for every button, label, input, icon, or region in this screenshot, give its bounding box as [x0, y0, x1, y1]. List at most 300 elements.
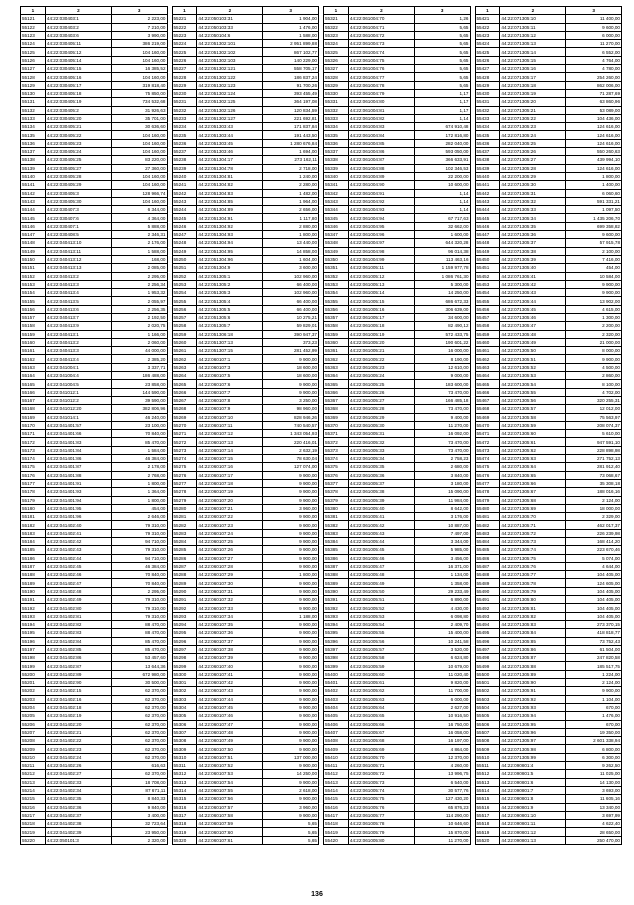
row-number-cell: 55217 [21, 811, 46, 819]
cadastral-number-cell: 44:22:030405:17 [45, 81, 111, 89]
table-row [475, 114, 622, 122]
value-cell: 1 224,00 [566, 670, 622, 678]
value-cell: 9 900,00 [263, 620, 319, 628]
cadastral-number-cell: 44:22:060107:53 [197, 770, 263, 778]
row-number-cell: 55459 [475, 330, 500, 338]
cadastral-number-cell: 44:22:041012:2 [45, 396, 111, 404]
value-cell: 5,65 [414, 56, 470, 64]
value-cell: 1 588,00 [111, 247, 167, 255]
value-cell: 2 200,00 [566, 322, 622, 330]
table-row [21, 728, 168, 736]
value-cell: 2 295,00 [111, 272, 167, 280]
table-row [475, 206, 622, 214]
value-cell: 31 926,63 [111, 106, 167, 114]
row-number-cell: 55434 [475, 123, 500, 131]
table-row [172, 305, 319, 313]
table-row [475, 430, 622, 438]
row-number-cell: 55408 [324, 737, 349, 745]
value-cell: 9 900,00 [263, 579, 319, 587]
row-number-cell: 55485 [475, 546, 500, 554]
table-row [172, 355, 319, 363]
cadastral-number-cell: 44:22:060107:26 [197, 546, 263, 554]
cadastral-number-cell: 44:22:061005:23 [348, 363, 414, 371]
value-cell: 82 490,12 [414, 322, 470, 330]
row-number-cell: 55306 [172, 720, 197, 728]
table-row [21, 272, 168, 280]
table-row [324, 305, 471, 313]
cadastral-number-cell: 44:22:061004:88 [348, 164, 414, 172]
row-number-cell: 55252 [172, 272, 197, 280]
cadastral-number-cell: 44:22:060107:35 [197, 620, 263, 628]
cadastral-number-cell: 44:22:060107:14 [197, 446, 263, 454]
cadastral-number-cell: 44:22:051304:92 [197, 222, 263, 230]
table-row [172, 280, 319, 288]
value-cell: 183 600,00 [414, 380, 470, 388]
value-cell: 9 900,00 [263, 712, 319, 720]
table-row [172, 811, 319, 819]
cadastral-number-cell: 44:22:030405:28 [45, 172, 111, 180]
row-number-cell: 55386 [324, 554, 349, 562]
row-number-cell: 55403 [324, 695, 349, 703]
value-cell: 1 134,00 [414, 571, 470, 579]
row-number-cell: 55126 [21, 56, 46, 64]
value-cell: 2 385,20 [111, 355, 167, 363]
value-cell: 32 662,00 [414, 222, 470, 230]
row-number-cell: 55419 [324, 828, 349, 836]
cadastral-number-cell: 44:22:060107:60 [197, 828, 263, 836]
value-cell: 11 700,00 [414, 687, 470, 695]
row-number-cell: 55497 [475, 645, 500, 653]
value-cell: 15 090,00 [414, 488, 470, 496]
table-row [172, 836, 319, 844]
cadastral-number-cell: 44:22:060107:21 [197, 504, 263, 512]
table-row [475, 222, 622, 230]
table-row [324, 579, 471, 587]
table-row [324, 206, 471, 214]
cadastral-number-cell: 44:22:060107:13 [197, 438, 263, 446]
table-row [475, 23, 622, 31]
table-row [21, 786, 168, 794]
table-row [324, 703, 471, 711]
table-row [324, 455, 471, 463]
table-row [324, 645, 471, 653]
value-cell: 73 470,00 [414, 446, 470, 454]
table-row [324, 571, 471, 579]
table-row [475, 728, 622, 736]
cadastral-number-cell: 44:22:071305:35 [500, 222, 566, 230]
row-number-cell: 55275 [172, 463, 197, 471]
value-cell: 70 840,00 [111, 579, 167, 587]
table-row [21, 413, 168, 421]
value-cell: 71 287,69 [566, 89, 622, 97]
value-cell: 11 270,00 [414, 421, 470, 429]
value-cell: 1 280 676,84 [263, 139, 319, 147]
table-row [172, 388, 319, 396]
table-row [475, 770, 622, 778]
row-number-cell: 55238 [172, 156, 197, 164]
value-cell: 120 834,59 [263, 106, 319, 114]
table-row [475, 330, 622, 338]
row-number-cell: 55214 [21, 786, 46, 794]
value-cell: 4 364,00 [111, 214, 167, 222]
value-cell: 6 540,00 [414, 778, 470, 786]
table-row [475, 795, 622, 803]
value-cell: 1 694,00 [263, 148, 319, 156]
cadastral-number-cell: 44:22:030405:23 [45, 139, 111, 147]
value-cell: 13 340,00 [566, 803, 622, 811]
row-number-cell: 55132 [21, 106, 46, 114]
cadastral-number-cell: 44:22:071305:70 [500, 513, 566, 521]
row-number-cell: 55283 [172, 529, 197, 537]
table-row [475, 587, 622, 595]
cadastral-number-cell: 44:22:041401:84 [45, 446, 111, 454]
row-number-cell: 55290 [172, 587, 197, 595]
cadastral-number-cell: 44:22:061004:84 [348, 131, 414, 139]
cadastral-number-cell: 44:22:041402:35 [45, 795, 111, 803]
table-row [324, 762, 471, 770]
table-row [172, 330, 319, 338]
row-number-cell: 55284 [172, 538, 197, 546]
value-cell: 104 160,00 [111, 139, 167, 147]
cadastral-number-cell: 44:22:071305:85 [500, 637, 566, 645]
table-row [172, 181, 319, 189]
cadastral-number-cell: 44:22:061005:72 [348, 770, 414, 778]
cadastral-number-cell: 44:22:061004:92 [348, 197, 414, 205]
cadastral-number-cell: 44:22:061005:66 [348, 720, 414, 728]
cadastral-number-cell: 44:22:060107:25 [197, 538, 263, 546]
table-row [172, 753, 319, 761]
cadastral-number-cell: 44:22:030405:15 [45, 65, 111, 73]
value-cell: 221 692,81 [263, 114, 319, 122]
table-row [172, 189, 319, 197]
cadastral-number-cell: 44:22:071305:43 [500, 289, 566, 297]
value-cell: 104 160,00 [111, 73, 167, 81]
cadastral-number-cell: 44:22:040413:11 [45, 247, 111, 255]
table-row [475, 65, 622, 73]
table-row [475, 703, 622, 711]
row-number-cell: 55432 [475, 106, 500, 114]
row-number-cell: 55138 [21, 156, 46, 164]
cadastral-number-cell: 44:22:051305:5 [197, 305, 263, 313]
cadastral-number-cell: 44:22:061005:15 [348, 297, 414, 305]
row-number-cell: 55404 [324, 703, 349, 711]
cadastral-number-cell: 44:22:061005:33 [348, 446, 414, 454]
table-row [324, 770, 471, 778]
table-row [172, 15, 319, 23]
row-number-cell: 55256 [172, 305, 197, 313]
cadastral-number-cell: 44:22:051302:126 [197, 106, 263, 114]
value-cell: 8 000,00 [566, 347, 622, 355]
table-row [475, 604, 622, 612]
cadastral-number-cell: 44:22:060107:23 [197, 521, 263, 529]
cadastral-number-cell: 44:22:030403:2 [45, 23, 111, 31]
cadastral-number-cell: 44:22:040413:12 [45, 255, 111, 263]
table-row [475, 629, 622, 637]
value-cell: 9 900,00 [566, 355, 622, 363]
cadastral-number-cell: 44:22:060107:34 [197, 612, 263, 620]
value-cell: 185 517,75 [566, 662, 622, 670]
table-row [475, 98, 622, 106]
value-cell: 137 000,00 [263, 753, 319, 761]
row-number-cell: 55245 [172, 214, 197, 222]
table-row [475, 687, 622, 695]
row-number-cell: 55452 [475, 272, 500, 280]
column-header: 1 [475, 7, 500, 15]
value-cell: 63 860,96 [566, 98, 622, 106]
cadastral-number-cell: 44:22:071305:75 [500, 554, 566, 562]
cadastral-number-cell: 44:22:060107:6 [197, 380, 263, 388]
value-cell: 3 400,00 [111, 811, 167, 819]
value-cell: 4 644,00 [566, 562, 622, 570]
value-cell: 62 370,00 [111, 712, 167, 720]
row-number-cell: 55176 [21, 471, 46, 479]
value-cell: 7 210,00 [111, 23, 167, 31]
cadastral-number-cell: 44:22:041402:89 [45, 670, 111, 678]
cadastral-number-cell: 44:22:041402:82 [45, 620, 111, 628]
cadastral-number-cell: 44:22:071305:80 [500, 596, 566, 604]
table-row [172, 629, 319, 637]
value-cell: 2 880,00 [263, 222, 319, 230]
cadastral-number-cell: 44:22:061005:51 [348, 596, 414, 604]
row-number-cell: 55327 [324, 65, 349, 73]
value-cell: 2 020,75 [111, 322, 167, 330]
cadastral-number-cell: 44:22:071305:45 [500, 305, 566, 313]
value-cell: 5,65 [263, 828, 319, 836]
cadastral-number-cell: 44:22:061004:87 [348, 156, 414, 164]
cadastral-number-cell: 44:22:061005:18 [348, 322, 414, 330]
row-number-cell: 55401 [324, 679, 349, 687]
row-number-cell: 55500 [475, 670, 500, 678]
value-cell: 46 384,00 [111, 455, 167, 463]
value-cell: 6 344,00 [111, 206, 167, 214]
row-number-cell: 55499 [475, 662, 500, 670]
column-header: 3 [263, 7, 319, 15]
value-cell: 734 532,68 [111, 98, 167, 106]
cadastral-number-cell: 44:22:090801:6 [500, 778, 566, 786]
value-cell: 104 160,00 [111, 148, 167, 156]
table-row [475, 355, 622, 363]
value-cell: 1,14 [414, 206, 470, 214]
row-number-cell: 55382 [324, 521, 349, 529]
table-row [172, 114, 319, 122]
value-cell: 862 006,00 [566, 81, 622, 89]
cadastral-number-cell: 44:22:051304:9 [197, 264, 263, 272]
table-row [475, 679, 622, 687]
row-number-cell: 55323 [324, 31, 349, 39]
value-cell: 9 262,50 [566, 762, 622, 770]
row-number-cell: 55502 [475, 687, 500, 695]
cadastral-number-cell: 44:22:051307:13 [197, 338, 263, 346]
column-header: 2 [500, 7, 566, 15]
value-cell: 947 591,10 [566, 438, 622, 446]
table-row [21, 255, 168, 263]
cadastral-number-cell: 44:22:071305:65 [500, 471, 566, 479]
table-row [21, 181, 168, 189]
cadastral-number-cell: 44:22:060107:44 [197, 695, 263, 703]
row-number-cell: 55359 [324, 330, 349, 338]
value-cell: 35 308,18 [566, 479, 622, 487]
cadastral-number-cell: 44:22:061005:71 [348, 762, 414, 770]
cadastral-number-cell: 44:22:060107:1 [197, 355, 263, 363]
cadastral-number-cell: 44:22:061005:76 [348, 803, 414, 811]
table-row [172, 322, 319, 330]
cadastral-number-cell: 44:22:040413:5 [45, 297, 111, 305]
cadastral-number-cell: 44:22:071305:90 [500, 679, 566, 687]
table-row [172, 513, 319, 521]
table-row [324, 23, 471, 31]
value-cell: 18 708,00 [111, 778, 167, 786]
value-cell: 1 097,50 [566, 206, 622, 214]
row-number-cell: 55482 [475, 521, 500, 529]
row-number-cell: 55339 [324, 164, 349, 172]
value-cell: 1 800,00 [111, 496, 167, 504]
table-row [172, 123, 319, 131]
cadastral-number-cell: 44:22:061005:40 [348, 504, 414, 512]
value-cell: 35 701,00 [111, 114, 167, 122]
cadastral-number-cell: 44:22:041402:39 [45, 828, 111, 836]
cadastral-number-cell: 44:22:041402:19 [45, 712, 111, 720]
table-row [475, 214, 622, 222]
cadastral-number-cell: 44:22:060107:29 [197, 571, 263, 579]
table-row [172, 23, 319, 31]
cadastral-number-cell: 44:22:071305:95 [500, 720, 566, 728]
cadastral-number-cell: 44:22:041402:44 [45, 554, 111, 562]
value-cell: 2 601 338,94 [566, 737, 622, 745]
value-cell: 66 400,00 [263, 305, 319, 313]
cadastral-number-cell: 44:22:061004:78 [348, 81, 414, 89]
row-number-cell: 55242 [172, 189, 197, 197]
row-number-cell: 55402 [324, 687, 349, 695]
table-row [475, 272, 622, 280]
cadastral-number-cell: 44:22:061005:74 [348, 786, 414, 794]
cadastral-number-cell: 44:22:051304:78 [197, 164, 263, 172]
row-number-cell: 55510 [475, 753, 500, 761]
cadastral-number-cell: 44:22:090801:10 [500, 811, 566, 819]
value-cell: 168,00 [111, 255, 167, 263]
row-number-cell: 55253 [172, 280, 197, 288]
cadastral-number-cell: 44:22:071305:66 [500, 479, 566, 487]
cadastral-number-cell: 44:22:061005:14 [348, 289, 414, 297]
value-cell: 1 604,00 [263, 255, 319, 263]
cadastral-number-cell: 44:22:071305:49 [500, 338, 566, 346]
row-number-cell: 55358 [324, 322, 349, 330]
row-number-cell: 55216 [21, 803, 46, 811]
value-cell: 1 800,00 [263, 231, 319, 239]
row-number-cell: 55347 [324, 231, 349, 239]
row-number-cell: 55469 [475, 413, 500, 421]
row-number-cell: 55449 [475, 247, 500, 255]
table-row [21, 571, 168, 579]
table-row [475, 579, 622, 587]
row-number-cell: 55294 [172, 620, 197, 628]
cadastral-number-cell: 44:22:030405:16 [45, 73, 111, 81]
row-number-cell: 55288 [172, 571, 197, 579]
value-cell: 16 385,52 [111, 65, 167, 73]
cadastral-number-cell: 44:22:040413:1 [45, 330, 111, 338]
value-cell: 273 162,11 [263, 156, 319, 164]
cadastral-number-cell: 44:22:061005:36 [348, 471, 414, 479]
row-number-cell: 55286 [172, 554, 197, 562]
cadastral-number-cell: 44:22:061004:89 [348, 172, 414, 180]
table-row [324, 753, 471, 761]
cadastral-number-cell: 44:22:061004:83 [348, 123, 414, 131]
table-row [324, 347, 471, 355]
cadastral-number-cell: 44:22:071305:50 [500, 347, 566, 355]
value-cell: 9 820,00 [414, 679, 470, 687]
table-row [324, 172, 471, 180]
cadastral-number-cell: 44:22:061005:60 [348, 670, 414, 678]
row-number-cell: 55285 [172, 546, 197, 554]
table-row [324, 330, 471, 338]
value-cell: 9 900,00 [566, 687, 622, 695]
cadastral-number-cell: 44:22:061005:41 [348, 513, 414, 521]
row-number-cell: 55165 [21, 380, 46, 388]
row-number-cell: 55483 [475, 529, 500, 537]
row-number-cell: 55458 [475, 322, 500, 330]
cadastral-number-cell: 44:22:090801:8 [500, 795, 566, 803]
value-cell: 1 482,00 [263, 189, 319, 197]
table-row [475, 463, 622, 471]
row-number-cell: 55393 [324, 612, 349, 620]
table-row [172, 56, 319, 64]
table-row [324, 396, 471, 404]
row-number-cell: 55209 [21, 745, 46, 753]
value-cell: 79 310,00 [111, 546, 167, 554]
cadastral-number-cell: 44:22:090801:7 [500, 786, 566, 794]
cadastral-number-cell: 44:22:061005:58 [348, 654, 414, 662]
row-number-cell: 55269 [172, 413, 197, 421]
cadastral-number-cell: 44:22:071305:63 [500, 455, 566, 463]
value-cell: 6 800,00 [566, 745, 622, 753]
table-row [475, 372, 622, 380]
row-number-cell: 55464 [475, 372, 500, 380]
value-cell: 2 627,00 [414, 703, 470, 711]
table-row [475, 836, 622, 844]
row-number-cell: 55506 [475, 720, 500, 728]
value-cell: 14 250,00 [414, 289, 470, 297]
table-row [21, 289, 168, 297]
cadastral-number-cell: 44:22:051302:125 [197, 98, 263, 106]
table-row [21, 629, 168, 637]
table-row [324, 620, 471, 628]
table-row [475, 148, 622, 156]
value-cell: 3 250,00 [263, 396, 319, 404]
value-cell: 9 900,00 [263, 538, 319, 546]
cadastral-number-cell: 44:22:061005:65 [348, 712, 414, 720]
cadastral-number-cell: 44:22:060107:28 [197, 562, 263, 570]
row-number-cell: 55298 [172, 654, 197, 662]
value-cell: 13 644,36 [111, 662, 167, 670]
cadastral-number-cell: 44:22:060107:36 [197, 629, 263, 637]
value-cell: 273 370,15 [566, 620, 622, 628]
table-row [324, 695, 471, 703]
row-number-cell: 55249 [172, 247, 197, 255]
table-row [172, 654, 319, 662]
cadastral-number-cell: 44:22:041402:33 [45, 778, 111, 786]
row-number-cell: 55293 [172, 612, 197, 620]
cadastral-number-cell: 44:22:041402:40 [45, 521, 111, 529]
table-row [21, 662, 168, 670]
value-cell: 2 256,34 [111, 280, 167, 288]
table-row [21, 372, 168, 380]
table-row [475, 322, 622, 330]
value-cell: 75 563,97 [566, 413, 622, 421]
value-cell: 6 552,00 [566, 48, 622, 56]
table-row [475, 504, 622, 512]
table-row [324, 264, 471, 272]
row-number-cell: 55487 [475, 562, 500, 570]
table-row [21, 23, 168, 31]
